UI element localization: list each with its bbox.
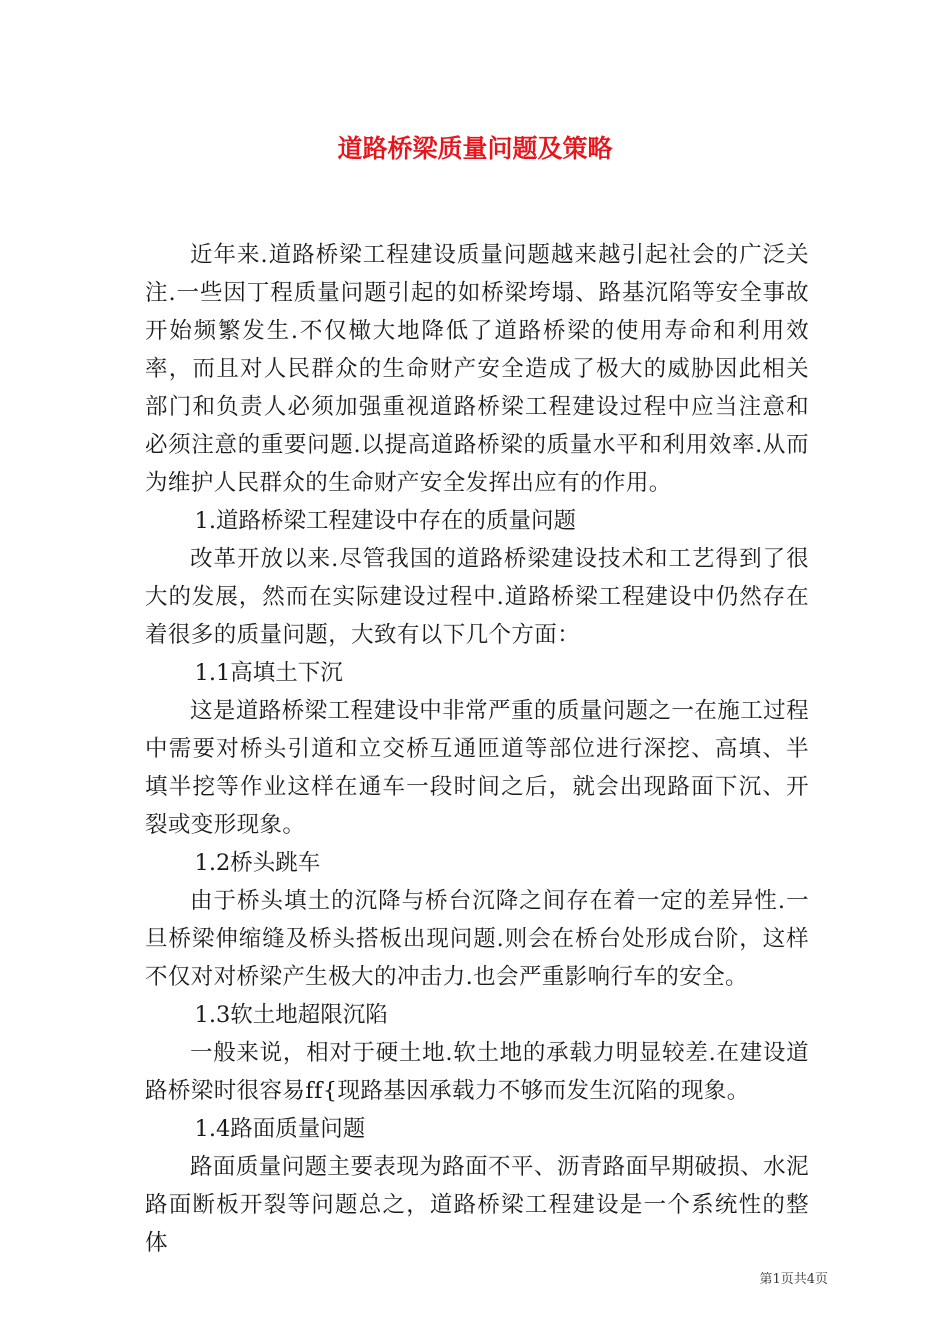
section-paragraph: 改革开放以来.尽管我国的道路桥梁建设技术和工艺得到了很大的发展，然而在实际建设过程中.道路桥梁工程建设中仍然存在着很多的质量问题，大致有以下几个方面： xyxy=(145,546,809,648)
subsection-heading: 1.2桥头跳车 xyxy=(194,850,321,876)
intro-paragraph: 近年来.道路桥梁工程建设质量问题越来越引起社会的广泛关注.一些因丁程质量问题引起的如桥梁垮塌、路基沉陷等安全事故开始频繁发生.不仅橄大地降低了道路桥梁的使用寿命和利用效率，而且对人民群众的生命财产安全造成了极大的威胁因此相关部门和负责人必须加强重视道路桥梁工程建设过程中应当注意和必须注意的重要问题.以提高道路桥梁的质量水平和利用效率.从而为维护人民群众的生命财产安全发挥出应有的作用。 xyxy=(145,242,809,496)
subsection-heading: 1.4路面质量问题 xyxy=(194,1116,366,1142)
section-heading: 1.道路桥梁工程建设中存在的质量问题 xyxy=(194,508,576,534)
subsection-paragraph: 一般来说，相对于硬土地.软土地的承载力明显较差.在建设道路桥梁时很容易ff{现路基因承载力不够而发生沉陷的现象。 xyxy=(145,1040,809,1104)
subsection-paragraph: 路面质量问题主要表现为路面不平、沥青路面早期破损、水泥路面断板开裂等问题总之，道路桥梁工程建设是一个系统性的整体 xyxy=(145,1154,809,1256)
subsection-heading: 1.3软土地超限沉陷 xyxy=(194,1002,388,1028)
subsection-paragraph: 这是道路桥梁工程建设中非常严重的质量问题之一在施工过程中需要对桥头引道和立交桥互通匝道等部位进行深挖、高填、半填半挖等作业这样在通车一段时间之后，就会出现路面下沉、开裂或变形现象。 xyxy=(145,698,809,838)
page-number: 第1页共4页 xyxy=(759,1272,828,1287)
subsection-heading: 1.1高填土下沉 xyxy=(194,660,343,686)
document-body xyxy=(145,236,809,1262)
subsection-paragraph: 由于桥头填土的沉降与桥台沉降之间存在着一定的差异性.一旦桥梁伸缩缝及桥头搭板出现问题.则会在桥台处形成台阶，这样不仅对对桥梁产生极大的冲击力.也会严重影响行车的安全。 xyxy=(145,888,809,990)
page-title: 道路桥梁质量问题及策略 xyxy=(337,134,613,163)
